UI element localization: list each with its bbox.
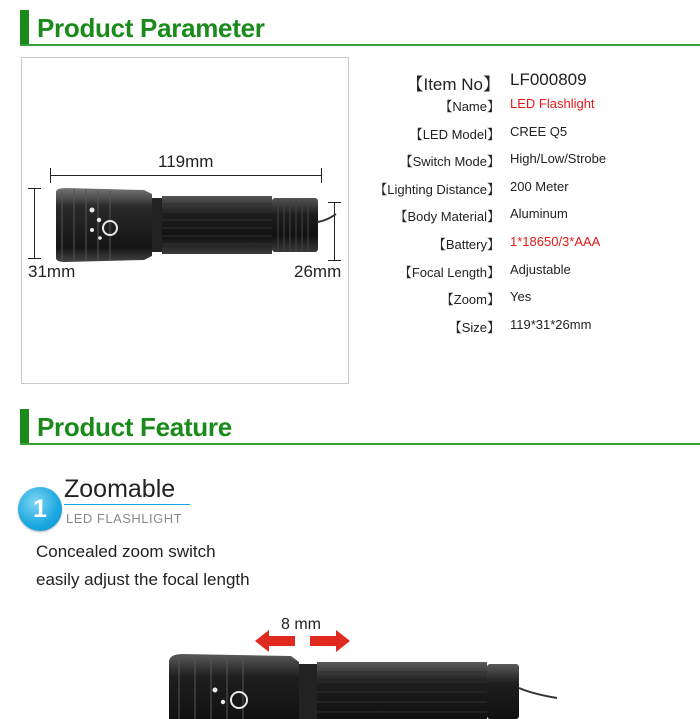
spec-row: [350, 289, 700, 309]
feature-number-badge: 1: [18, 487, 62, 531]
section-underline: [20, 44, 700, 46]
spec-label: 【Focal Length】: [398, 265, 500, 280]
head-dimension-line: [34, 188, 35, 258]
feature-subtitle: LED FLASHLIGHT: [66, 511, 183, 526]
product-dimension-image: [21, 57, 349, 384]
spec-row: [350, 317, 700, 337]
spec-label: 【Zoom】: [440, 292, 500, 307]
spec-value: Adjustable: [510, 262, 571, 277]
spec-value: Aluminum: [510, 206, 568, 221]
feature-title: Zoomable: [64, 475, 176, 503]
section-accent-bar: [20, 409, 29, 445]
feature-title-underline: [64, 504, 190, 505]
head-dimension-label: 31mm: [28, 262, 76, 281]
spec-row: [350, 234, 700, 254]
parameter-section-header: [0, 10, 700, 46]
flashlight-zoom-image: [165, 652, 565, 719]
spec-row: [350, 151, 700, 171]
spec-row: [350, 262, 700, 282]
arrow-right-icon: [310, 630, 350, 652]
spec-label: 【Size】: [448, 320, 500, 335]
parameter-section-title: Product Parameter: [37, 13, 265, 43]
length-tick-right: [321, 168, 322, 183]
spec-value: Yes: [510, 289, 532, 304]
feature-section-header: [0, 409, 700, 445]
spec-label: 【LED Model】: [409, 127, 500, 142]
length-dimension-label: 119mm: [158, 152, 214, 171]
spec-value: 200 Meter: [510, 179, 569, 194]
spec-row: [350, 179, 700, 199]
spec-label: 【Lighting Distance】: [374, 182, 500, 197]
head-tick-bottom: [28, 258, 41, 259]
section-accent-bar: [20, 10, 29, 46]
spec-row: [350, 124, 700, 144]
spec-value: LED Flashlight: [510, 96, 595, 111]
spec-row-item-no: [350, 70, 700, 94]
length-tick-left: [50, 168, 51, 183]
spec-label: 【Body Material】: [394, 209, 500, 224]
feature-section-title: Product Feature: [37, 412, 232, 442]
section-underline: [20, 443, 700, 445]
spec-value: High/Low/Strobe: [510, 151, 607, 166]
spec-value: CREE Q5: [510, 124, 568, 139]
spec-row: [350, 96, 700, 116]
spec-row: [350, 206, 700, 226]
arrow-left-icon: [255, 630, 295, 652]
spec-value: 119*31*26mm: [510, 317, 592, 332]
spec-label: 【Name】: [439, 99, 500, 114]
spec-label: 【Battery】: [432, 237, 500, 252]
length-dimension-line: [50, 175, 321, 176]
feature-description-line1: Concealed zoom switch: [36, 542, 216, 561]
flashlight-image: [52, 186, 342, 264]
zoom-distance-label: 8 mm: [281, 616, 321, 633]
spec-label: 【Switch Mode】: [399, 154, 500, 169]
spec-value: 1*18650/3*AAA: [510, 234, 601, 249]
spec-value-item-no: LF000809: [510, 70, 587, 89]
feature-description-line2: easily adjust the focal length: [36, 570, 250, 589]
head-tick-top: [28, 188, 41, 189]
spec-label-item-no: 【Item No】: [406, 75, 500, 94]
tail-dimension-label: 26mm: [294, 262, 342, 281]
